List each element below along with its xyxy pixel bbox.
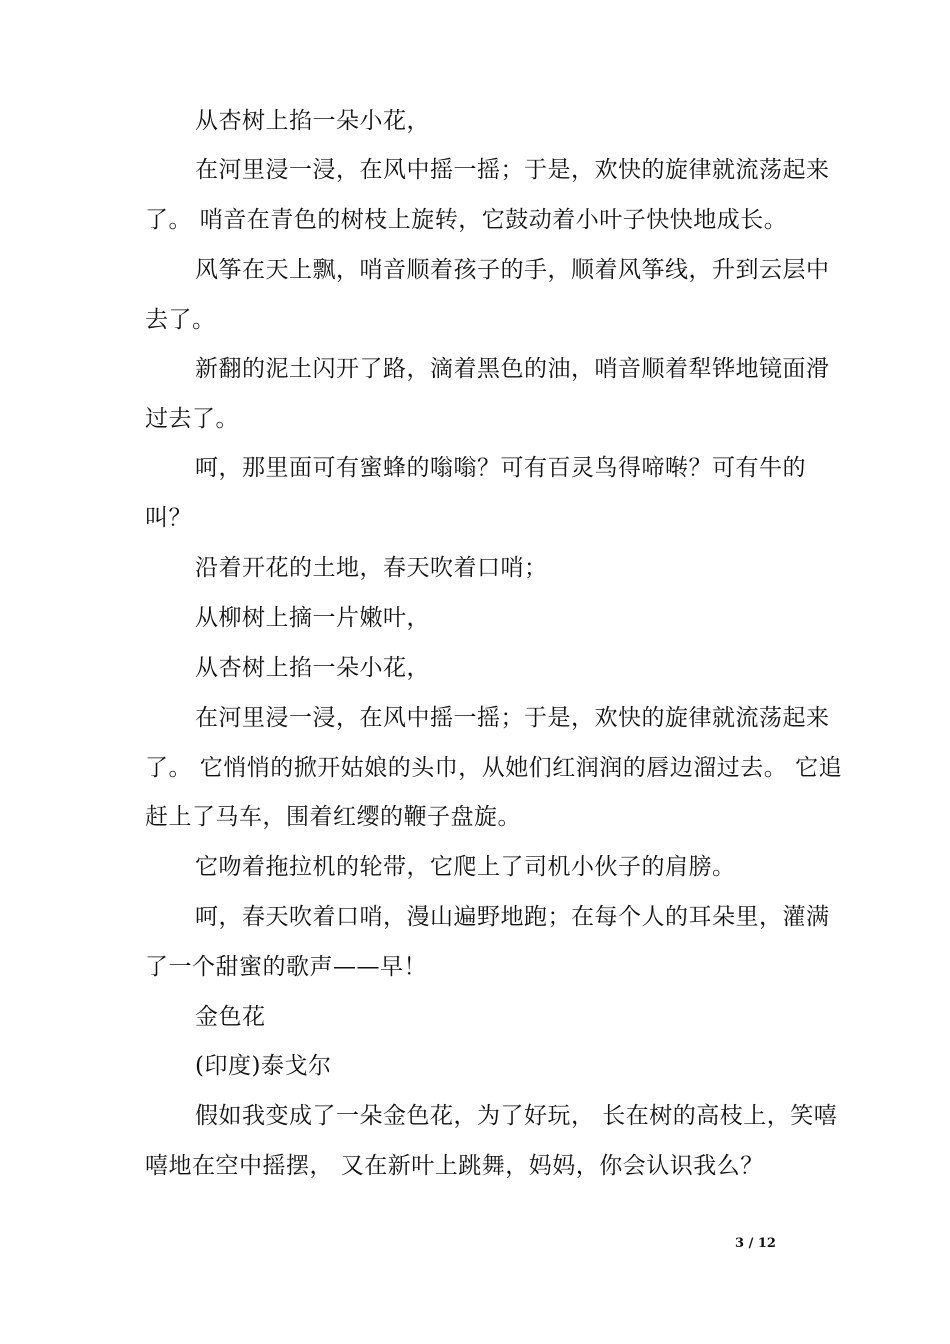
section-title: 金色花	[195, 1004, 266, 1030]
text-line: 去了。	[145, 307, 216, 333]
text-line: 从柳树上摘一片嫩叶，	[195, 605, 430, 631]
text-line: 呵，春天吹着口哨，漫山遍野地跑；在每个人的耳朵里，灌满	[195, 904, 830, 930]
text-line: 了。 它悄悄的掀开姑娘的头巾，从她们红润润的唇边溜过去。 它追	[145, 755, 843, 781]
text-line: 过去了。	[145, 406, 239, 432]
text-line: 从杏树上掐一朵小花，	[195, 108, 430, 134]
text-line: 赶上了马车，围着红缨的鞭子盘旋。	[145, 804, 521, 830]
page-number: 3 / 12	[735, 1236, 776, 1251]
text-line: 呵，那里面可有蜜蜂的嗡嗡？可有百灵鸟得啼啭？可有牛的	[195, 455, 806, 481]
text-line: 它吻着拖拉机的轮带，它爬上了司机小伙子的肩膀。	[195, 854, 736, 880]
text-line: 沿着开花的土地，春天吹着口哨；	[195, 555, 548, 581]
text-line: 在河里浸一浸，在风中摇一摇；于是，欢快的旋律就流荡起来	[195, 705, 830, 731]
text-line: 假如我变成了一朵金色花，为了好玩， 长在树的高枝上，笑嘻	[195, 1103, 838, 1129]
text-line: 从杏树上掐一朵小花，	[195, 655, 430, 681]
text-line: 了一个甜蜜的歌声——早！	[145, 954, 427, 980]
text-line: 叫？	[145, 505, 192, 531]
author-line: (印度)泰戈尔	[195, 1053, 332, 1079]
text-line: 新翻的泥土闪开了路，滴着黑色的油，哨音顺着犁铧地镜面滑	[195, 356, 830, 382]
text-line: 风筝在天上飘，哨音顺着孩子的手，顺着风筝线，升到云层中	[195, 257, 830, 283]
text-line: 在河里浸一浸，在风中摇一摇；于是，欢快的旋律就流荡起来	[195, 157, 830, 183]
text-line: 嘻地在空中摇摆， 又在新叶上跳舞，妈妈，你会认识我么？	[145, 1153, 764, 1179]
text-line: 了。 哨音在青色的树枝上旋转，它鼓动着小叶子快快地成长。	[145, 207, 788, 233]
